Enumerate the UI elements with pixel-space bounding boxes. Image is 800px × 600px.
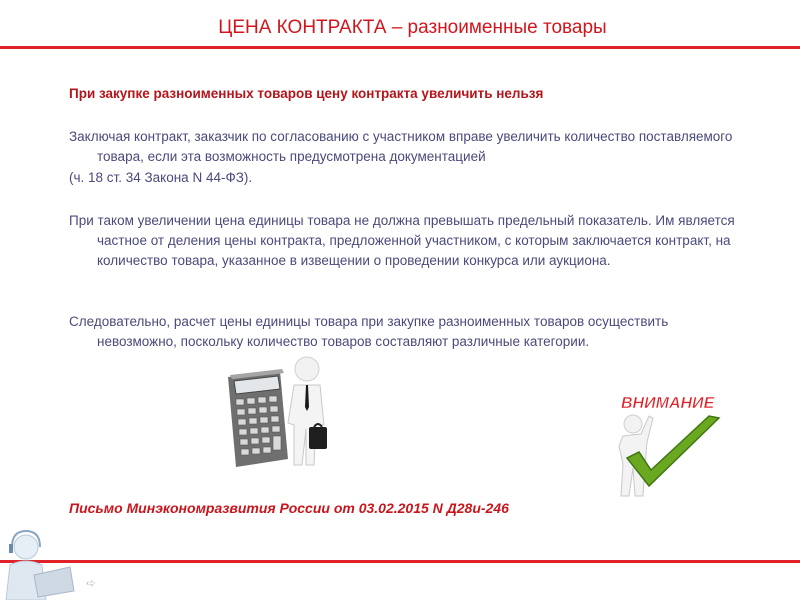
calculator-businessman-illustration bbox=[222, 355, 340, 470]
paragraph-law-reference: (ч. 18 ст. 34 Закона N 44-ФЗ). bbox=[69, 170, 253, 185]
headset-person-icon bbox=[0, 525, 85, 600]
calculator-icon bbox=[228, 369, 288, 467]
paragraph-unit-price: При таком увеличении цена единицы товара не должна превышать предельный показатель. Им является частное от деления цены контракта, предложенной участником, с которым заключается контракт, на количество товара, указанное в извещении о проведении конкурса или аукциона. bbox=[69, 213, 735, 268]
slide-heading: При закупке разноименных товаров цену контракта увеличить нельзя bbox=[69, 86, 544, 101]
warning-label: ВНИМАНИЕ bbox=[621, 395, 715, 412]
slide-title: ЦЕНА КОНТРАКТА – разноименные товары bbox=[218, 17, 607, 38]
top-divider bbox=[0, 46, 800, 49]
arrow-icon[interactable]: ➪ bbox=[86, 576, 97, 590]
paragraph-conclusion: Следовательно, расчет цены единицы товара при закупке разноименных товаров осуществить невозможно, поскольку количество товаров составляют различные категории. bbox=[69, 314, 669, 349]
footer-letter-reference: Письмо Минэкономразвития России от 03.02.2015 N Д28и-246 bbox=[69, 500, 509, 516]
paragraph-increase-quantity: Заключая контракт, заказчик по согласованию с участником вправе увеличить количество поставляемого товара, если эта возможность предусмотрена документацией bbox=[69, 129, 733, 164]
bottom-divider bbox=[0, 560, 800, 563]
businessman-icon bbox=[288, 357, 327, 465]
warning-check-illustration bbox=[605, 386, 730, 502]
